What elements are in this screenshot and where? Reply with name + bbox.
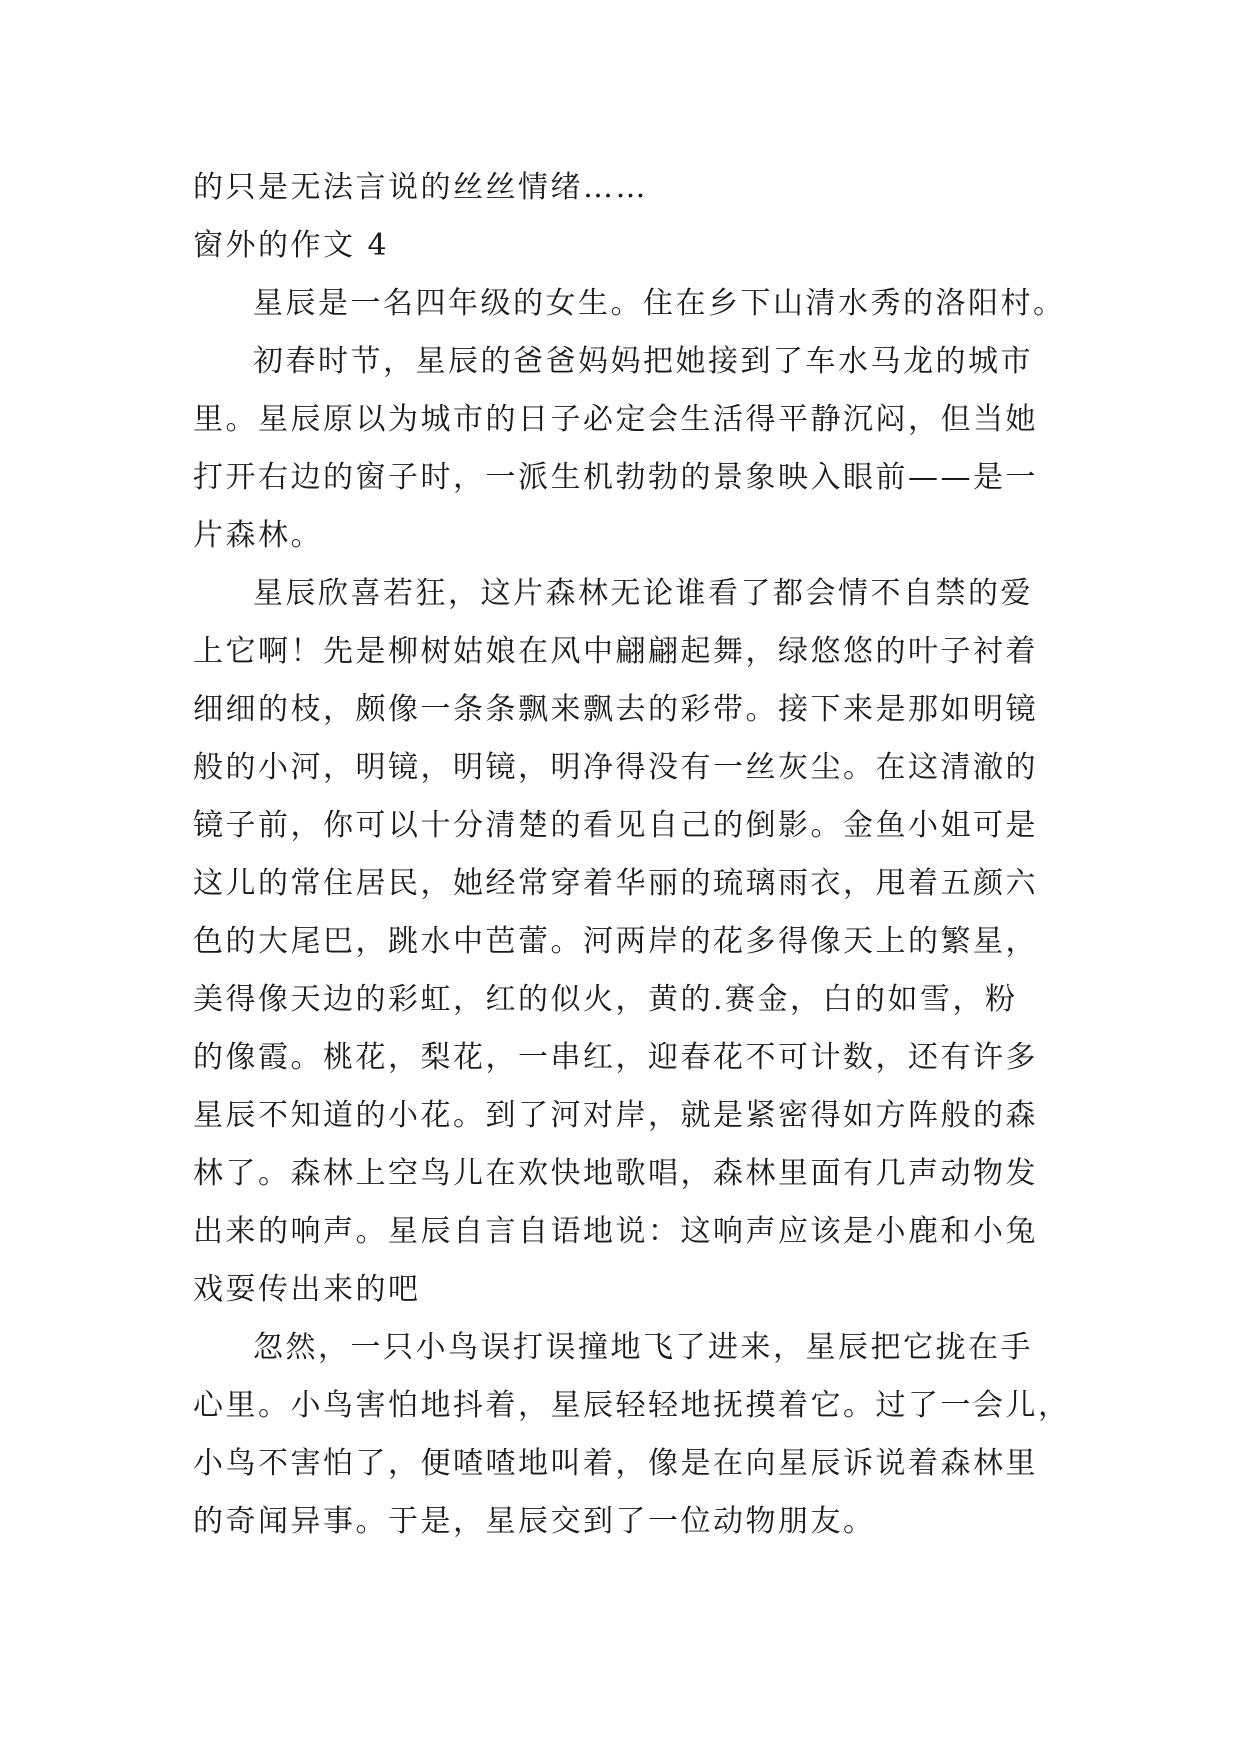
- text-line: 色的大尾巴，跳水中芭蕾。河两岸的花多得像天上的繁星，: [193, 924, 1038, 959]
- text-line: 心里。小鸟害怕地抖着，星辰轻轻地抚摸着它。过了一会儿，: [193, 1388, 1071, 1423]
- text-line: 星辰欣喜若狂，这片森林无论谁看了都会情不自禁的爱: [253, 576, 1033, 611]
- text-line: 般的小河，明镜，明镜，明净得没有一丝灰尘。在这清澈的: [193, 750, 1038, 785]
- text-line: 星辰是一名四年级的女生。住在乡下山清水秀的洛阳村。: [253, 286, 1066, 321]
- text-line: 星辰不知道的小花。到了河对岸，就是紧密得如方阵般的森: [193, 1098, 1038, 1133]
- text-line: 细细的枝，颇像一条条飘来飘去的彩带。接下来是那如明镜: [193, 692, 1038, 727]
- text-line: 上它啊！先是柳树姑娘在风中翩翩起舞，绿悠悠的叶子衬着: [193, 634, 1038, 669]
- text-line: 镜子前，你可以十分清楚的看见自己的倒影。金鱼小姐可是: [193, 808, 1038, 843]
- text-line: 片森林。: [193, 518, 323, 553]
- text-line: 忽然，一只小鸟误打误撞地飞了进来，星辰把它拢在手: [253, 1330, 1033, 1365]
- text-line: 这儿的常住居民，她经常穿着华丽的琉璃雨衣，甩着五颜六: [193, 866, 1038, 901]
- section-title: 窗外的作文 4: [193, 228, 390, 263]
- text-line: 美得像天边的彩虹，红的似火，黄的.赛金，白的如雪，粉: [193, 982, 1018, 1017]
- text-line: 戏耍传出来的吧: [193, 1272, 421, 1307]
- text-line: 林了。森林上空鸟儿在欢快地歌唱，森林里面有几声动物发: [193, 1156, 1038, 1191]
- text-line: 小鸟不害怕了，便喳喳地叫着，像是在向星辰诉说着森林里: [193, 1446, 1038, 1481]
- text-line: 打开右边的窗子时，一派生机勃勃的景象映入眼前——是一: [193, 460, 1038, 495]
- text-line: 的只是无法言说的丝丝情绪……: [193, 170, 648, 205]
- text-line: 的奇闻异事。于是，星辰交到了一位动物朋友。: [193, 1504, 876, 1539]
- text-line: 出来的响声。星辰自言自语地说：这响声应该是小鹿和小兔: [193, 1214, 1038, 1249]
- text-line: 的像霞。桃花，梨花，一串红，迎春花不可计数，还有许多: [193, 1040, 1038, 1075]
- text-line: 里。星辰原以为城市的日子必定会生活得平静沉闷，但当她: [193, 402, 1038, 437]
- text-line: 初春时节，星辰的爸爸妈妈把她接到了车水马龙的城市: [253, 344, 1033, 379]
